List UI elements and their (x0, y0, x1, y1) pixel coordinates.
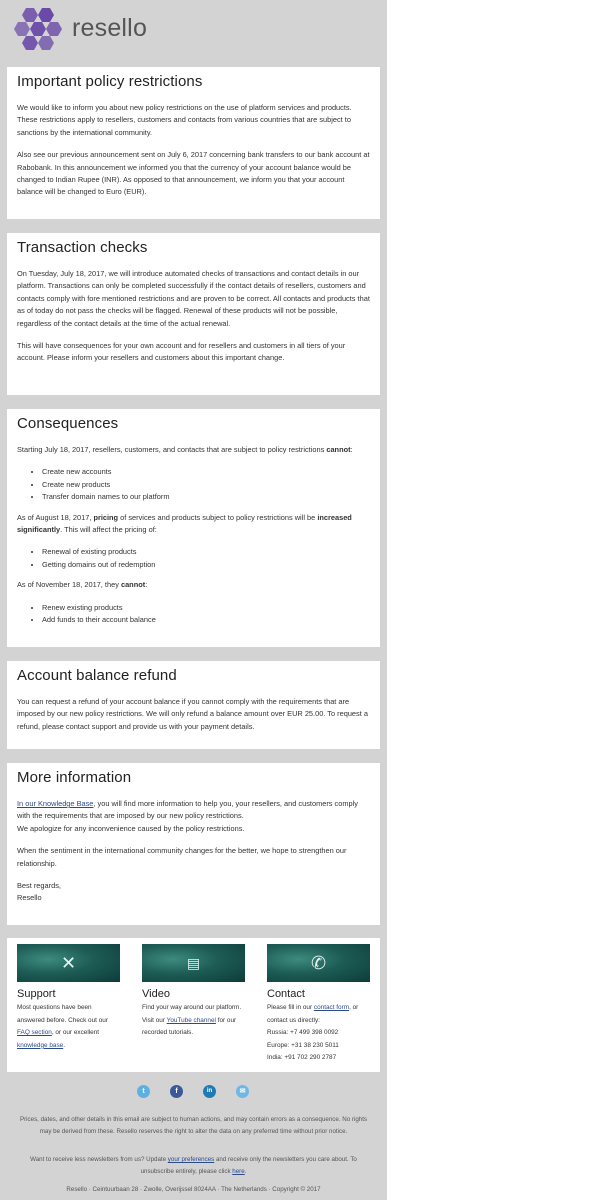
list-item: • Renewal of existing products (42, 546, 370, 558)
support-text: Most questions have been answered before. Check out our FAQ section, or our excellent knowledge base. (17, 1004, 108, 1049)
checks-paragraph-1: On Tuesday, July 18, 2017, we will introduce automated checks of transactions and contact details in our platform. Transactions can only be completed successfully if the contact details of resellers, customers and contacts comply with fore mentioned restrictions and are proven to be correct. All contacts and products that as of today do not pass the checks will be flagged. Renewal of these products will not be possible, regardless of the contact details at the time of the actual renewal. (17, 269, 370, 328)
video-column (142, 944, 245, 1040)
social-icons (0, 1085, 387, 1099)
policy-section (7, 67, 380, 219)
facebook-icon[interactable]: f (170, 1085, 183, 1098)
list-item: • Renew existing products (42, 602, 370, 614)
section-title: Transaction checks (17, 239, 148, 256)
email-icon[interactable]: ✉ (236, 1085, 249, 1098)
consequences-intro-1: Starting July 18, 2017, resellers, customers, and contacts that are subject to policy restrictions cannot: (17, 445, 353, 454)
video-text: Find your way around our platform. Visit our YouTube channel for our recorded tutorials. (142, 1004, 242, 1037)
consequences-list-1 (17, 466, 370, 503)
contact-form-link[interactable]: contact form (313, 1004, 350, 1011)
brand-name: resello (72, 14, 148, 42)
faq-link[interactable]: FAQ section (17, 1029, 52, 1037)
consequences-intro-3: As of November 18, 2017, they cannot: (17, 580, 148, 590)
film-icon: ▤ (186, 955, 201, 971)
resello-logo-icon (12, 6, 66, 58)
more-paragraph-1: In our Knowledge Base, you will find more information to help you, your resellers, and customers comply with the requirements that are imposed by our new policy restrictions. (17, 799, 358, 821)
list-item: • Transfer domain names to our platform (42, 491, 370, 503)
support-column (17, 944, 120, 1052)
contact-banner[interactable] (267, 944, 370, 982)
newsletter-preferences-text: Want to receive less newsletters from us? Update your preferences and receive only the newsletters you care about. To unsubscribe entirely, please click here. (30, 1156, 357, 1175)
video-title: Video (142, 988, 170, 1000)
consequences-section (7, 409, 380, 647)
more-paragraph-2: When the sentiment in the international community changes for the better, we hope to strengthen our relationship. (17, 846, 347, 868)
knowledge-base-link[interactable]: In our Knowledge Base (17, 799, 94, 808)
sign-off: Best regards, Resello (17, 881, 61, 903)
consequences-list-3 (17, 602, 370, 627)
linkedin-icon[interactable]: in (203, 1085, 216, 1098)
more-information-section (7, 763, 380, 925)
phone-europe: Europe: +31 38 230 5011 (267, 1041, 339, 1049)
contact-title: Contact (267, 988, 305, 1000)
disclaimer-text: Prices, dates, and other details in this email are subject to human actions, and may contain errors as a consequence. No rights may be derived from these. Resello reserves the right to alter the data on any preferred time without prior notice. (19, 1116, 368, 1135)
policy-paragraph-1: We would like to inform you about new policy restrictions on the use of platform services and products. These restrictions apply to resellers, customers and contacts from various countries that are subject to sanctions by the international community. (17, 103, 352, 137)
transaction-checks-section (7, 233, 380, 395)
contact-column (267, 944, 370, 1065)
knowledge-base-link[interactable]: knowledge base (17, 1041, 64, 1049)
phone-india: India: +91 702 290 2787 (267, 1054, 337, 1062)
support-banner[interactable] (17, 944, 120, 982)
consequences-list-2 (17, 546, 370, 571)
list-item: • Create new accounts (42, 466, 370, 478)
section-title: More information (17, 769, 132, 786)
unsubscribe-link[interactable]: here (232, 1167, 245, 1175)
list-item: • Add funds to their account balance (42, 614, 370, 626)
footer-links-panel (7, 938, 380, 1072)
video-banner[interactable] (142, 944, 245, 982)
refund-section (7, 661, 380, 749)
apology-line: We apologize for any inconvenience caused by the policy restrictions. (17, 823, 245, 833)
tools-icon: ✕ (60, 953, 77, 973)
preferences-link[interactable]: your preferences (167, 1156, 215, 1163)
twitter-icon[interactable]: t (137, 1085, 150, 1098)
phone-russia: Russia: +7 499 398 0092 (267, 1029, 339, 1037)
list-item: • Create new products (42, 479, 370, 491)
section-title: Account balance refund (17, 667, 177, 684)
support-title: Support (17, 988, 56, 1000)
phone-icon: ✆ (310, 953, 327, 973)
refund-paragraph: You can request a refund of your account balance if you cannot comply with the requirements that are imposed by our new policy restrictions. We will only refund a balance amount over EUR 25.00. To request a refund, please contact support and provide us with your payment details. (17, 697, 368, 731)
company-address: Resello · Ceintuurbaan 28 · Zwolle, Overijssel 8024AA · The Netherlands · Copyright © 2017 (66, 1186, 321, 1193)
contact-text: Please fill in our contact form, or contact us directly: Russia: +7 499 398 0092 Europe: +31 38 230 5011 India: +91 702 290 2787 (267, 1004, 359, 1062)
checks-paragraph-2: This will have consequences for your own account and for resellers and customers in all tiers of your account. Please inform your resellers and customers about this important change. (17, 341, 346, 363)
email-header (0, 0, 387, 64)
section-title: Consequences (17, 415, 119, 432)
list-item: • Getting domains out of redemption (42, 559, 370, 571)
youtube-channel-link[interactable]: YouTube channel (166, 1016, 216, 1024)
policy-paragraph-2: Also see our previous announcement sent on July 6, 2017 concerning bank transfers to our bank account at Rabobank. In this announcement we informed you that the currency of your account balance would be changed to Indian Rupee (INR). As opposed to that announcement, we inform you that your account balance will be changed to Euro (EUR). (17, 150, 370, 197)
section-title: Important policy restrictions (17, 73, 203, 90)
consequences-intro-2: As of August 18, 2017, pricing of services and products subject to policy restrictions will be increased significantly. This will affect the pricing of: (17, 512, 352, 535)
